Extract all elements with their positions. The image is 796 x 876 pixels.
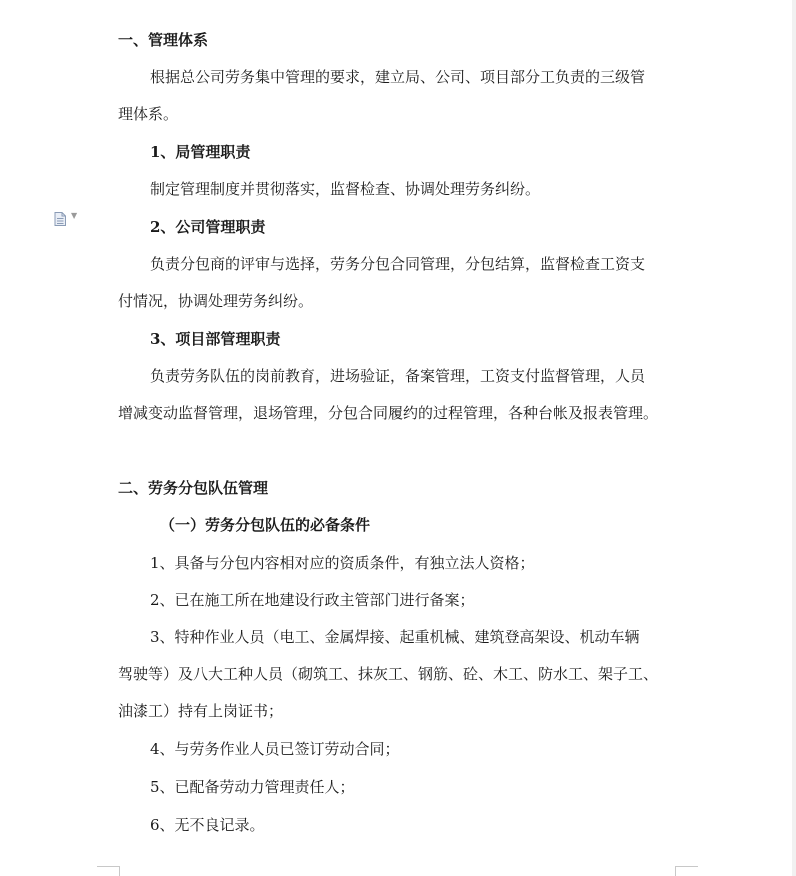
- sub3-line1: 负责劳务队伍的岗前教育，进场验证，备案管理，工资支付监督管理，人员: [150, 367, 646, 385]
- sub3-line2: 增减变动监督管理，退场管理，分包合同履约的过程管理，各种台帐及报表管理。: [118, 404, 659, 422]
- condition-item-3-line3: 油漆工）持有上岗证书；: [118, 702, 284, 720]
- page-corner-mark-left: [97, 866, 120, 876]
- section2-heading: 二、劳务分包队伍管理: [118, 479, 269, 497]
- sub1-text: 制定管理制度并贯彻落实，监督检查、协调处理劳务纠纷。: [150, 180, 541, 198]
- condition-item-1: 1、具备与分包内容相对应的资质条件，有独立法人资格；: [150, 554, 535, 572]
- sub2-title: 2、公司管理职责: [150, 218, 266, 236]
- section2-subheading: （一）劳务分包队伍的必备条件: [160, 516, 371, 534]
- scrollbar-track[interactable]: [792, 0, 796, 876]
- section1-heading: 一、管理体系: [118, 31, 209, 49]
- sub2-line2: 付情况，协调处理劳务纠纷。: [118, 292, 314, 310]
- condition-item-6: 6、无不良记录。: [150, 816, 265, 834]
- caret-down-icon[interactable]: ▼: [71, 211, 78, 220]
- sub1-title: 1、局管理职责: [150, 143, 251, 161]
- sub3-title: 3、项目部管理职责: [150, 330, 281, 348]
- condition-item-4: 4、与劳务作业人员已签订劳动合同；: [150, 740, 400, 758]
- section1-intro-line1: 根据总公司劳务集中管理的要求，建立局、公司、项目部分工负责的三级管: [150, 68, 646, 86]
- condition-item-3-line1: 3、特种作业人员（电工、金属焊接、起重机械、建筑登高架设、机动车辆: [150, 628, 640, 646]
- condition-item-3-line2: 驾驶等）及八大工种人员（砌筑工、抹灰工、钢筋、砼、木工、防水工、架子工、: [118, 665, 659, 683]
- page-corner-mark-right: [675, 866, 698, 876]
- sub2-line1: 负责分包商的评审与选择，劳务分包合同管理，分包结算，监督检查工资支: [150, 255, 646, 273]
- condition-item-5: 5、已配备劳动力管理责任人；: [150, 778, 355, 796]
- condition-item-2: 2、已在施工所在地建设行政主管部门进行备案；: [150, 591, 475, 609]
- document-icon[interactable]: [54, 212, 66, 226]
- section1-intro-line2: 理体系。: [118, 105, 179, 123]
